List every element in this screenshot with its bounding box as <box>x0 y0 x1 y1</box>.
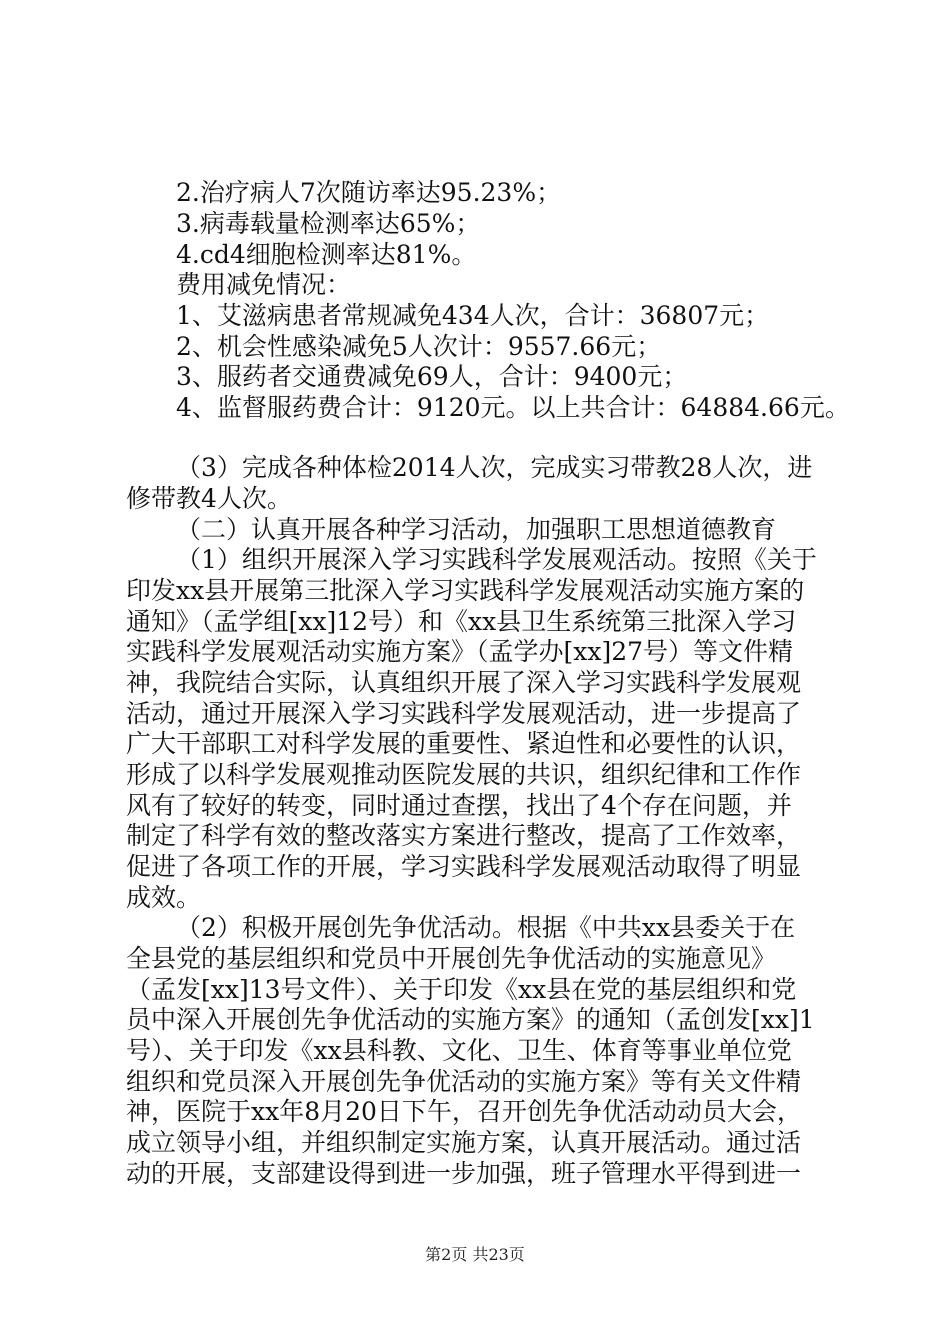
text-line: 1、艾滋病患者常规减免434人次，合计：36807元； <box>176 301 770 330</box>
text-line: 4、监督服药费合计：9120元。以上共合计：64884.66元。 <box>176 393 850 422</box>
text-line: 成立领导小组，并组织制定实施方案，认真开展活动。通过活 <box>126 1128 802 1157</box>
text-line: 2、机会性感染减免5人次计：9557.66元； <box>176 332 662 361</box>
text-line: 成效。 <box>126 883 202 912</box>
text-line: （1）组织开展深入学习实践科学发展观活动。按照《关于 <box>176 545 817 574</box>
text-line: 风有了较好的转变，同时通过查摆，找出了4个存在问题，并 <box>126 791 792 820</box>
text-line: 组织和党员深入开展创先争优活动的实施方案》等有关文件精 <box>126 1067 802 1096</box>
text-line: 活动，通过开展深入学习实践科学发展观活动，进一步提高了 <box>126 699 802 728</box>
text-line: 形成了以科学发展观推动医院发展的共识，组织纪律和工作作 <box>126 760 802 789</box>
text-line: （孟发[xx]13号文件）、关于印发《xx县在党的基层组织和党 <box>126 975 797 1004</box>
text-line: 广大干部职工对科学发展的重要性、紧迫性和必要性的认识， <box>126 729 802 758</box>
text-line: 修带教4人次。 <box>126 484 292 513</box>
text-line: （2）积极开展创先争优活动。根据《中共xx县委关于在 <box>176 913 796 942</box>
text-line: 神，我院结合实际，认真组织开展了深入学习实践科学发展观 <box>126 668 802 697</box>
text-line: 促进了各项工作的开展，学习实践科学发展观活动取得了明显 <box>126 852 802 881</box>
text-line: （3）完成各种体检2014人次，完成实习带教28人次，进 <box>176 453 813 482</box>
text-line: 2.治疗病人7次随访率达95.23%； <box>176 178 562 207</box>
text-line: 号）、关于印发《xx县科教、文化、卫生、体育等事业单位党 <box>126 1036 792 1065</box>
text-line: 3、服药者交通费减免69人，合计：9400元； <box>176 362 688 391</box>
text-line: 动的开展，支部建设得到进一步加强，班子管理水平得到进一 <box>126 1159 802 1188</box>
text-line: 印发xx县开展第三批深入学习实践科学发展观活动实施方案的 <box>126 576 805 605</box>
text-line: 4.cd4细胞检测率达81%。 <box>176 240 477 269</box>
text-line: 实践科学发展观活动实施方案》（孟学办[xx]27号）等文件精 <box>126 637 794 666</box>
text-line: 全县党的基层组织和党员中开展创先争优活动的实施意见》 <box>126 944 777 973</box>
page-number-footer: 第2页 共23页 <box>425 1245 525 1264</box>
section-heading: （二）认真开展各种学习活动，加强职工思想道德教育 <box>176 515 777 544</box>
text-line: 通知》（孟学组[xx]12号）和《xx县卫生系统第三批深入学习 <box>126 607 797 636</box>
text-line: 员中深入开展创先争优活动的实施方案》的通知（孟创发[xx]1 <box>126 1005 815 1034</box>
text-line: 制定了科学有效的整改落实方案进行整改，提高了工作效率， <box>126 821 802 850</box>
text-line: 神，医院于xx年8月20日下午，召开创先争优活动动员大会， <box>126 1097 802 1126</box>
text-line: 3.病毒载量检测率达65%； <box>176 209 481 238</box>
text-line: 费用减免情况： <box>176 270 352 299</box>
